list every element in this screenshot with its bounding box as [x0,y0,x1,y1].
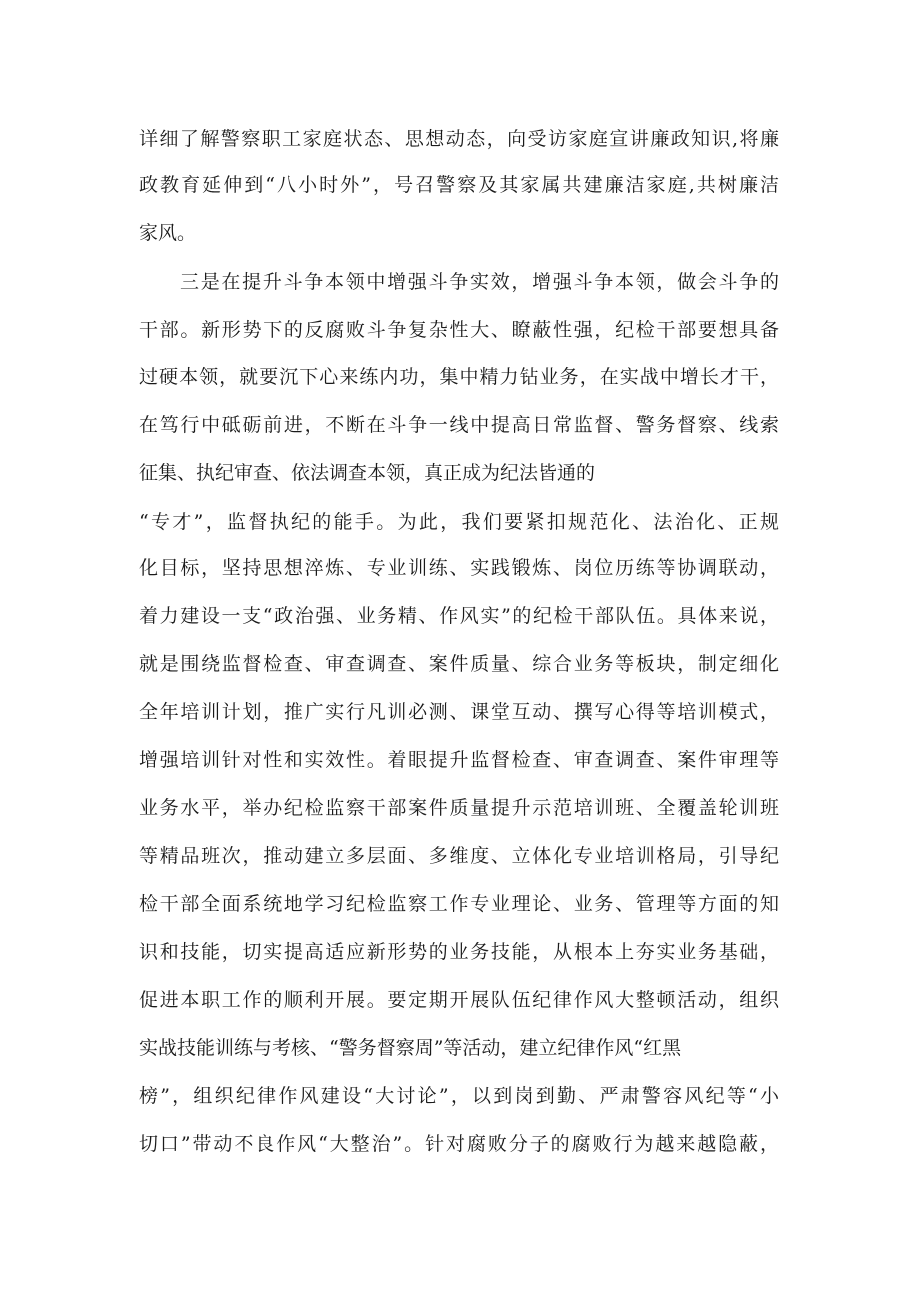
text-line-11: 着力建设一支“政治强、业务精、作风实”的纪检干部队伍。具体来说， [139,605,779,627]
text-line-7: 在笃行中砥砺前进，不断在斗争一线中提高日常监督、警务督察、线索 [139,414,779,436]
text-line-19: 促进本职工作的顺利开展。要定期开展队伍纪律作风大整顿活动，组织 [139,989,779,1011]
text-line-22: 切口”带动不良作风“大整治”。针对腐败分子的腐败行为越来越隐蔽， [139,1133,779,1155]
text-line-16: 等精品班次，推动建立多层面、多维度、立体化专业培训格局，引导纪 [139,845,779,867]
text-line-8: 征集、执纪审查、依法调查本领，真正成为纪法皆通的 [139,462,596,484]
text-line-10: 化目标，坚持思想淬炼、专业训练、实践锻炼、岗位历练等协调联动， [139,557,779,579]
text-line-6: 过硬本领，就要沉下心来练内功，集中精力钻业务，在实战中增长才干， [139,366,779,388]
text-line-12: 就是围绕监督检查、审查调查、案件质量、综合业务等板块，制定细化 [139,653,779,675]
text-line-21: 榜”，组织纪律作风建设“大讨论”，以到岗到勤、严肃警容风纪等“小 [139,1085,779,1107]
text-line-17: 检干部全面系统地学习纪检监察工作专业理论、业务、管理等方面的知 [139,893,779,915]
text-line-13: 全年培训计划，推广实行凡训必测、课堂互动、撰写心得等培训模式， [139,701,779,723]
text-line-3: 家风。 [139,222,197,244]
text-line-9: “专才”，监督执纪的能手。为此，我们要紧扣规范化、法治化、正规 [139,511,779,533]
text-line-20: 实战技能训练与考核、“警务督察周”等活动，建立纪律作风“红黑 [139,1037,682,1059]
text-line-5: 干部。新形势下的反腐败斗争复杂性大、瞭蔽性强，纪检干部要想具备 [139,319,779,341]
text-line-15: 业务水平，举办纪检监察干部案件质量提升示范培训班、全覆盖轮训班 [139,797,779,819]
text-line-1: 详细了解警察职工家庭状态、思想动态，向受访家庭宣讲廉政知识,将廉 [139,128,779,150]
text-line-14: 增强培训针对性和实效性。着眼提升监督检查、审查调查、案件审理等 [139,749,779,771]
text-line-18: 识和技能，切实提高适应新形势的业务技能，从根本上夯实业务基础， [139,941,779,963]
text-line-4: 三是在提升斗争本领中增强斗争实效，增强斗争本领，做会斗争的 [180,271,779,293]
text-line-2: 政教育延伸到“八小时外”，号召警察及其家属共建廉洁家庭,共树廉洁 [139,174,779,196]
